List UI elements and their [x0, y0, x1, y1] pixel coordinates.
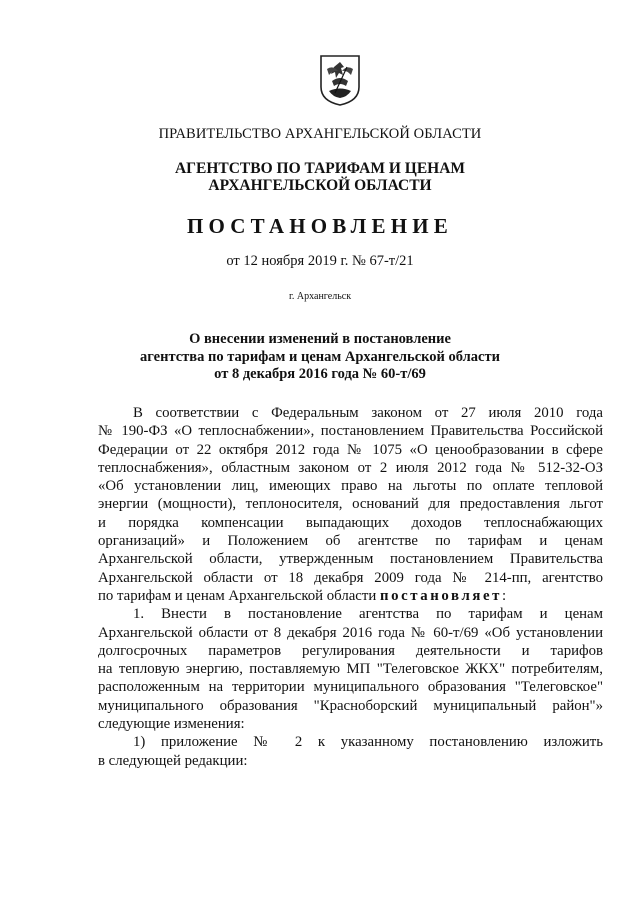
body-line: № 190-ФЗ «О теплоснабжении», постановлением Правительства Российской	[98, 423, 603, 440]
body-text-run: по тарифам и ценам Архангельской области	[98, 587, 380, 604]
agency-name-line2: АРХАНГЕЛЬСКОЙ ОБЛАСТИ	[208, 177, 432, 194]
body-line: и порядка компенсации выпадающих доходов теплоснабжающих	[98, 514, 603, 531]
government-name: ПРАВИТЕЛЬСТВО АРХАНГЕЛЬСКОЙ ОБЛАСТИ	[158, 126, 482, 142]
subject-line3: от 8 декабря 2016 года № 60-т/69	[214, 366, 426, 382]
agency-name-line1: АГЕНТСТВО ПО ТАРИФАМ И ЦЕНАМ	[174, 160, 466, 177]
body-line: на тепловую энергию, поставляемую МП "Телеговское ЖКХ" потребителям,	[98, 661, 603, 678]
subject-line2: агентства по тарифам и ценам Архангельской области	[140, 348, 500, 365]
body-line: В соответствии с Федеральным законом от 27 июля 2010 года	[133, 405, 603, 421]
document-subject	[0, 331, 640, 384]
body-line: расположенным на территории муниципального образования "Телеговское"	[98, 679, 603, 696]
body-line-resolution	[98, 587, 603, 605]
body-line: 1. Внести в постановление агентства по тарифам и ценам	[133, 606, 603, 623]
body-line: Архангельской области от 18 декабря 2009 года № 214-пп, агентство	[98, 569, 603, 586]
subject-line1: О внесении изменений в постановление	[189, 331, 451, 347]
document-type-title: ПОСТАНОВЛЕНИЕ	[186, 214, 454, 238]
body-line: долгосрочных параметров регулирования деятельности и тарифов	[98, 642, 603, 659]
agency-name	[0, 160, 640, 194]
body-line: следующие изменения:	[98, 716, 245, 733]
body-line: «Об установлении лиц, имеющих право на льготы по оплате тепловой	[98, 478, 603, 495]
document-date-number: от 12 ноября 2019 г. № 67-т/21	[226, 253, 414, 269]
body-line: теплоснабжения», областным законом от 2 июля 2012 года № 512-32-ОЗ	[98, 459, 603, 476]
body-line: организаций» и Положением об агентстве по тарифам и ценам	[98, 533, 603, 550]
document-city: г. Архангельск	[288, 291, 352, 302]
coat-of-arms-icon	[317, 53, 363, 107]
body-line: Архангельской области, утвержденным постановлением Правительства	[98, 551, 603, 568]
body-line: Архангельской области от 8 декабря 2016 года № 60-т/69 «Об установлении	[98, 624, 603, 641]
body-line: Федерации от 22 октября 2012 года № 1075 «О ценообразовании в сфере	[98, 441, 603, 458]
body-line: 1) приложение № 2 к указанному постановлению изложить	[133, 734, 603, 751]
body-line: в следующей редакции:	[98, 752, 248, 769]
document-body	[98, 404, 603, 770]
body-line: муниципального образования "Красноборский муниципальный район"»	[98, 697, 603, 714]
resolution-keyword: постановляет	[379, 587, 502, 604]
body-line: энергии (мощности), теплоносителя, оснований для предоставления льгот	[98, 496, 603, 513]
body-text-run: :	[502, 587, 507, 604]
